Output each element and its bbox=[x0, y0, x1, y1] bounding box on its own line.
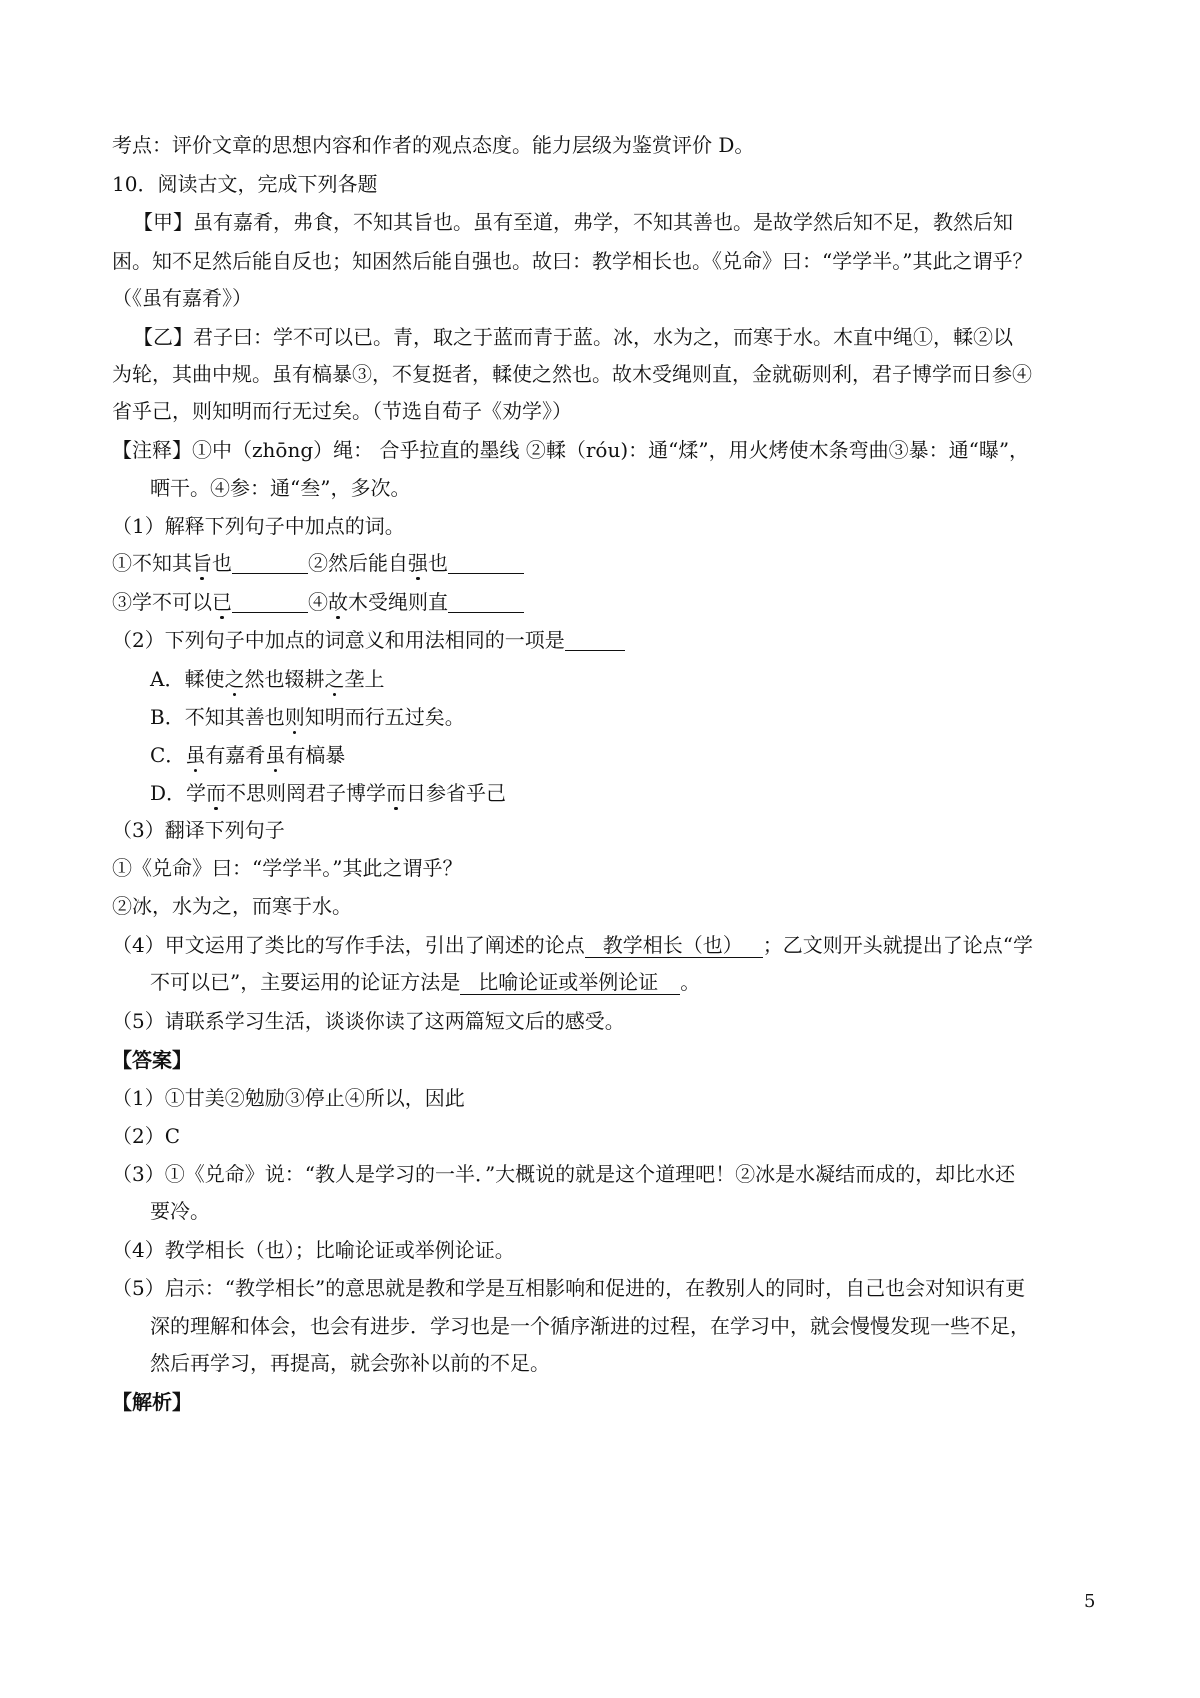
answer-3-line-1: （3）①《兑命》说：“教人是学习的一半．”大概说的就是这个道理吧！②冰是水凝结而成的，却比水还 bbox=[112, 1162, 1016, 1186]
q3-prompt: （3）翻译下列句子 bbox=[112, 818, 285, 842]
answer-blank[interactable] bbox=[448, 586, 524, 613]
annotation-line-1: 【注释】①中（zhōng）绳： 合乎拉直的墨线 ②輮（róu)：通“煣”，用火烤使木条弯曲③暴：通“曝”， bbox=[112, 438, 1030, 462]
answer-5-line-1: （5）启示：“教学相长”的意思就是教和学是互相影响和促进的，在教别人的同时，自己也会对知识有更 bbox=[112, 1276, 1026, 1300]
passage-jia-source: （《虽有嘉肴》） bbox=[112, 286, 252, 310]
q4-line-2: 不可以已”，主要运用的论证方法是 比喻论证或举例论证 。 bbox=[150, 970, 701, 994]
dotted-word: 而 bbox=[206, 781, 227, 805]
passage-jia-line-2: 困。知不足然后能自反也；知困然后能自强也。故曰：教学相长也。《兑命》曰：“学学半。”其此之谓乎？ bbox=[112, 249, 1033, 273]
answer-blank[interactable] bbox=[448, 547, 524, 574]
dotted-word: 之 bbox=[324, 667, 345, 691]
answer-2: （2）C bbox=[112, 1124, 181, 1148]
q1-items-row-2: ③学不可以已 ④故木受绳则直 bbox=[112, 584, 1102, 620]
dotted-word: 强 bbox=[408, 551, 428, 575]
dotted-word: 旨 bbox=[192, 551, 212, 575]
dotted-word: 虽 bbox=[185, 743, 206, 767]
dotted-word: 已 bbox=[212, 590, 232, 614]
q4-line-1: （4）甲文运用了类比的写作手法，引出了阐述的论点 教学相长（也） ；乙文则开头就提出了论点“学 bbox=[112, 933, 1033, 957]
q2-option-c[interactable]: C．虽有嘉肴虽有槁暴 bbox=[150, 743, 346, 767]
q2-option-a[interactable]: A．輮使之然也辍耕之垄上 bbox=[150, 667, 385, 691]
dotted-word: 故 bbox=[328, 590, 348, 614]
answer-4: （4）教学相长（也）；比喻论证或举例论证。 bbox=[112, 1238, 515, 1262]
answer-blank[interactable] bbox=[565, 624, 625, 651]
q1-items-row-1: ①不知其旨也 ②然后能自强也 bbox=[112, 545, 1102, 581]
dotted-word: 而 bbox=[386, 781, 407, 805]
answer-5-line-2: 深的理解和体会，也会有进步．学习也是一个循序渐进的过程，在学习中，就会慢慢发现一些不足， bbox=[150, 1314, 1030, 1338]
answer-1: （1）①甘美②勉励③停止④所以，因此 bbox=[112, 1086, 465, 1110]
exam-point-note: 考点：评价文章的思想内容和作者的观点态度。能力层级为鉴赏评价 D。 bbox=[112, 133, 755, 157]
answer-heading: 【答案】 bbox=[112, 1048, 192, 1072]
dotted-word: 之 bbox=[224, 667, 245, 691]
q5-prompt: （5）请联系学习生活，谈谈你读了这两篇短文后的感受。 bbox=[112, 1009, 625, 1033]
q1-prompt: （1）解释下列句子中加点的词。 bbox=[112, 514, 405, 538]
q2-option-d[interactable]: D．学而不思则罔君子博学而日参省乎己 bbox=[150, 781, 507, 805]
filled-answer: 比喻论证或举例论证 bbox=[460, 970, 680, 995]
dotted-word: 虽 bbox=[265, 743, 286, 767]
answer-5-line-3: 然后再学习，再提高，就会弥补以前的不足。 bbox=[150, 1351, 550, 1375]
filled-answer: 教学相长（也） bbox=[585, 933, 763, 958]
question-title: 10．阅读古文，完成下列各题 bbox=[112, 172, 378, 196]
answer-blank[interactable] bbox=[232, 586, 308, 613]
dotted-word: 则 bbox=[284, 705, 305, 729]
answer-blank[interactable] bbox=[232, 547, 308, 574]
q3-sentence-1: ①《兑命》曰：“学学半。”其此之谓乎？ bbox=[112, 856, 463, 880]
q3-sentence-2: ②冰，水为之，而寒于水。 bbox=[112, 894, 352, 918]
answer-3-line-2: 要冷。 bbox=[150, 1199, 210, 1223]
annotation-line-2: 晒干。④参：通“叁”，多次。 bbox=[150, 476, 411, 500]
passage-yi-line-3: 省乎己，则知明而行无过矣。（节选自荀子《劝学》） bbox=[112, 399, 572, 423]
q2-option-b[interactable]: B．不知其善也则知明而行五过矣。 bbox=[150, 705, 465, 729]
q2-prompt-line: （2）下列句子中加点的词意义和用法相同的一项是 bbox=[112, 622, 1102, 658]
passage-yi-line-1: 【乙】君子曰：学不可以已。青，取之于蓝而青于蓝。冰，水为之，而寒于水。木直中绳①，輮②以 bbox=[133, 325, 1013, 349]
passage-yi-line-2: 为轮，其曲中规。虽有槁暴③，不复挺者，輮使之然也。故木受绳则直，金就砺则利，君子博学而日参④ bbox=[112, 362, 1032, 386]
passage-jia-line-1: 【甲】虽有嘉肴，弗食，不知其旨也。虽有至道，弗学，不知其善也。是故学然后知不足，教然后知 bbox=[133, 210, 1013, 234]
page-number: 5 bbox=[1084, 1591, 1096, 1612]
analysis-heading: 【解析】 bbox=[112, 1390, 192, 1414]
